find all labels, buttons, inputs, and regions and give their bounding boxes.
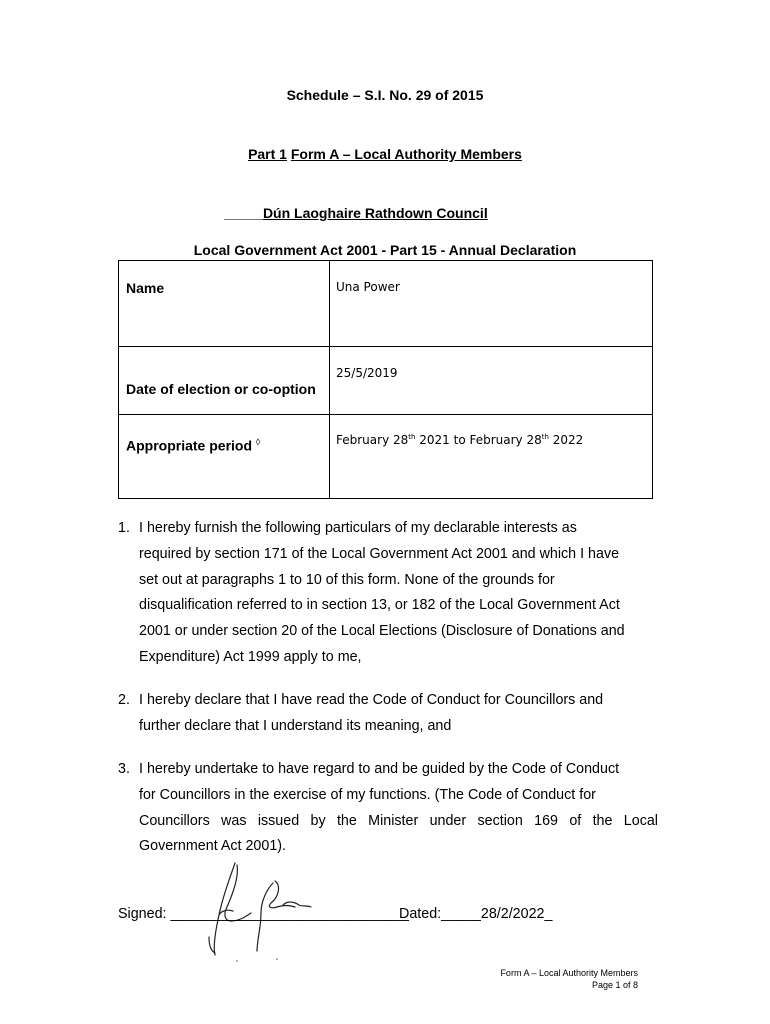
footer-form-name: Form A – Local Authority Members xyxy=(500,968,638,978)
declaration-line: Expenditure) Act 1999 apply to me, xyxy=(139,648,362,665)
date-value: 25/5/2019 xyxy=(336,366,398,380)
declaration-number: 3. xyxy=(118,761,130,777)
period-from: February 28 xyxy=(336,433,409,447)
name-value: Una Power xyxy=(336,280,400,294)
declaration-1 xyxy=(118,516,658,671)
declaration-line: Government Act 2001). xyxy=(139,838,287,855)
table-row-divider xyxy=(119,414,652,415)
act-title: Local Government Act 2001 - Part 15 - Annual Declaration xyxy=(193,242,577,258)
period-end: 2022 xyxy=(548,433,584,447)
declaration-line: 2001 or under section 20 of the Local Elections (Disclosure of Donations and xyxy=(139,623,625,640)
period-label: Appropriate period xyxy=(126,437,253,454)
declaration-2 xyxy=(118,688,658,740)
part-label: Part 1 xyxy=(248,146,287,162)
declaration-line: further declare that I understand its meaning, and xyxy=(139,717,452,734)
declaration-line: disqualification referred to in section 13, or 182 of the Local Government Act xyxy=(139,597,620,614)
council-heading xyxy=(224,205,488,221)
form-name: Form A – Local Authority Members xyxy=(290,146,522,162)
period-marker: ◊ xyxy=(255,437,261,447)
signed-line: Signed: ______________________________ xyxy=(118,906,409,922)
declaration-number: 2. xyxy=(118,692,130,708)
declaration-line: I hereby declare that I have read the Code of Conduct for Councillors and xyxy=(139,692,604,708)
period-from-sup: th xyxy=(408,433,416,441)
declaration-3 xyxy=(118,757,658,860)
period-mid: 2021 to February 28 xyxy=(415,433,542,447)
declaration-line: required by section 171 of the Local Government Act 2001 and which I have xyxy=(139,545,620,562)
declaration-number: 1. xyxy=(118,520,130,536)
schedule-title: Schedule – S.I. No. 29 of 2015 xyxy=(286,87,484,103)
dated-line: Dated:_____28/2/2022_ xyxy=(399,906,553,922)
page-footer xyxy=(500,967,638,991)
form-title xyxy=(0,146,770,162)
declaration-line: set out at paragraphs 1 to 10 of this form. None of the grounds for xyxy=(139,571,555,588)
date-label: Date of election or co-option xyxy=(126,381,316,397)
name-label: Name xyxy=(126,280,165,296)
declaration-line: I hereby furnish the following particulars of my declarable interests as xyxy=(139,520,577,536)
declaration-line: for Councillors in the exercise of my functions. (The Code of Conduct for xyxy=(139,786,596,803)
period-to-sup: th xyxy=(541,433,549,441)
table-row-divider xyxy=(119,346,652,347)
council-prefix: _____ xyxy=(224,205,263,221)
table-divider xyxy=(329,261,330,498)
period-value xyxy=(336,433,583,447)
council-name: Dún Laoghaire Rathdown Council xyxy=(262,205,488,221)
period-label-cell xyxy=(126,437,260,454)
declaration-line: I hereby undertake to have regard to and be guided by the Code of Conduct xyxy=(139,761,620,777)
details-table xyxy=(118,260,653,499)
declaration-line: Councillors was issued by the Minister under section 169 of the Local xyxy=(139,812,658,829)
footer-page-number: Page 1 of 8 xyxy=(591,980,638,990)
